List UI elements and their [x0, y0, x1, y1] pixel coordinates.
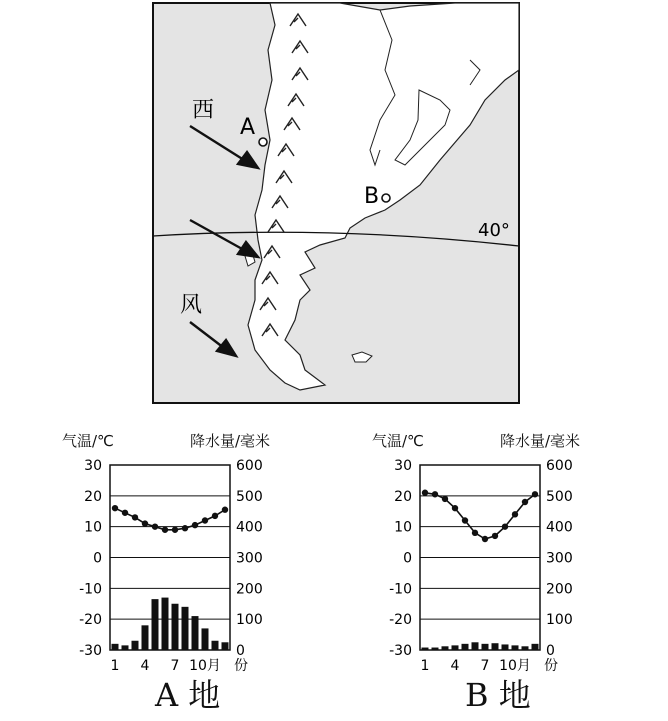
precip-bar: [132, 641, 139, 650]
month-tick-label: 7: [170, 658, 180, 674]
location-a-label: A: [240, 115, 256, 140]
temperature-point: [512, 511, 518, 517]
precip-tick-label: 300: [546, 550, 573, 567]
temperature-point: [442, 496, 448, 502]
temp-tick-label: 10: [394, 519, 412, 536]
location-b-marker: [382, 194, 390, 202]
precip-tick-label: 100: [546, 612, 573, 629]
temp-tick-label: 20: [84, 488, 102, 505]
precip-tick-label: 400: [546, 519, 573, 536]
temperature-point: [182, 525, 188, 531]
precip-tick-label: 0: [546, 643, 555, 659]
month-tick-label: 4: [140, 658, 150, 674]
temp-tick-label: 10: [84, 519, 102, 536]
climate-chart-a: [40, 420, 340, 720]
temp-tick-label: -10: [79, 581, 102, 598]
precip-bar: [502, 644, 509, 650]
precip-bar: [182, 607, 189, 650]
latitude-label: 40°: [478, 220, 510, 241]
precip-bar: [192, 616, 199, 650]
wind-char-wind: 风: [180, 293, 203, 318]
precip-tick-label: 200: [236, 581, 263, 598]
month-tick-label: 1: [110, 658, 120, 674]
month-unit-label: 份: [544, 658, 558, 674]
precip-bar: [512, 645, 519, 650]
chart-b-caption: B 地: [465, 676, 531, 714]
temp-axis-label: 气温/℃: [62, 432, 114, 450]
precip-tick-label: 600: [546, 458, 573, 474]
temperature-point: [452, 505, 458, 511]
temperature-point: [202, 517, 208, 523]
climate-chart-b: [350, 420, 650, 720]
month-tick-label: 10月: [499, 658, 531, 674]
precip-tick-label: 500: [236, 488, 263, 505]
precip-bar: [152, 599, 159, 650]
month-tick-label: 7: [480, 658, 490, 674]
temperature-point: [532, 491, 538, 497]
month-tick-label: 1: [420, 658, 430, 674]
temp-tick-label: -20: [389, 612, 412, 629]
precip-bar: [112, 644, 119, 650]
precip-bar: [222, 642, 229, 650]
month-unit-label: 份: [234, 658, 248, 674]
precip-bar: [472, 642, 479, 650]
precip-bar: [202, 628, 209, 650]
temperature-point: [132, 514, 138, 520]
precip-tick-label: 300: [236, 550, 263, 567]
precip-tick-label: 600: [236, 458, 263, 474]
precip-bar: [522, 646, 529, 650]
month-tick-label: 10月: [189, 658, 221, 674]
temperature-point: [432, 491, 438, 497]
chart-a-caption: A 地: [155, 676, 221, 714]
precip-bar: [422, 648, 429, 650]
precip-bar: [532, 644, 539, 650]
precip-tick-label: 100: [236, 612, 263, 629]
temperature-point: [172, 527, 178, 533]
temperature-point: [462, 517, 468, 523]
temp-tick-label: 0: [93, 550, 102, 567]
precip-bar: [212, 641, 219, 650]
temperature-point: [482, 536, 488, 542]
temp-tick-label: -10: [389, 581, 412, 598]
temperature-point: [192, 522, 198, 528]
temp-tick-label: -20: [79, 612, 102, 629]
precip-bar: [122, 645, 129, 650]
temperature-point: [492, 533, 498, 539]
temperature-point: [222, 507, 228, 513]
temperature-point: [502, 523, 508, 529]
precip-tick-label: 200: [546, 581, 573, 598]
location-b-label: B: [364, 184, 380, 209]
precip-bar: [452, 645, 459, 650]
temp-tick-label: 30: [394, 458, 412, 474]
temp-tick-label: 30: [84, 458, 102, 474]
temperature-point: [142, 520, 148, 526]
chart-b-plot: [350, 450, 650, 700]
temp-tick-label: -30: [79, 643, 102, 659]
temperature-point: [422, 490, 428, 496]
precip-tick-label: 0: [236, 643, 245, 659]
month-tick-label: 4: [450, 658, 460, 674]
temperature-point: [152, 523, 158, 529]
precip-axis-label: 降水量/毫米: [500, 432, 581, 450]
temperature-point: [522, 499, 528, 505]
precip-bar: [162, 598, 169, 650]
precip-bar: [432, 648, 439, 650]
precip-bar: [172, 604, 179, 650]
precip-bar: [142, 625, 149, 650]
temp-tick-label: 0: [403, 550, 412, 567]
temp-axis-label: 气温/℃: [372, 432, 424, 450]
wind-char-west: 西: [192, 98, 215, 123]
precip-bar: [442, 646, 449, 650]
precip-tick-label: 500: [546, 488, 573, 505]
temperature-point: [122, 510, 128, 516]
temp-tick-label: 20: [394, 488, 412, 505]
temp-tick-label: -30: [389, 643, 412, 659]
temperature-point: [472, 530, 478, 536]
precip-axis-label: 降水量/毫米: [190, 432, 271, 450]
precip-bar: [492, 643, 499, 650]
location-a-marker: [259, 138, 267, 146]
precip-bar: [462, 644, 469, 650]
temperature-point: [112, 505, 118, 511]
precip-bar: [482, 644, 489, 650]
temperature-point: [162, 527, 168, 533]
chart-a-plot: [40, 450, 340, 700]
temperature-line: [425, 493, 535, 539]
temperature-point: [212, 513, 218, 519]
precip-tick-label: 400: [236, 519, 263, 536]
